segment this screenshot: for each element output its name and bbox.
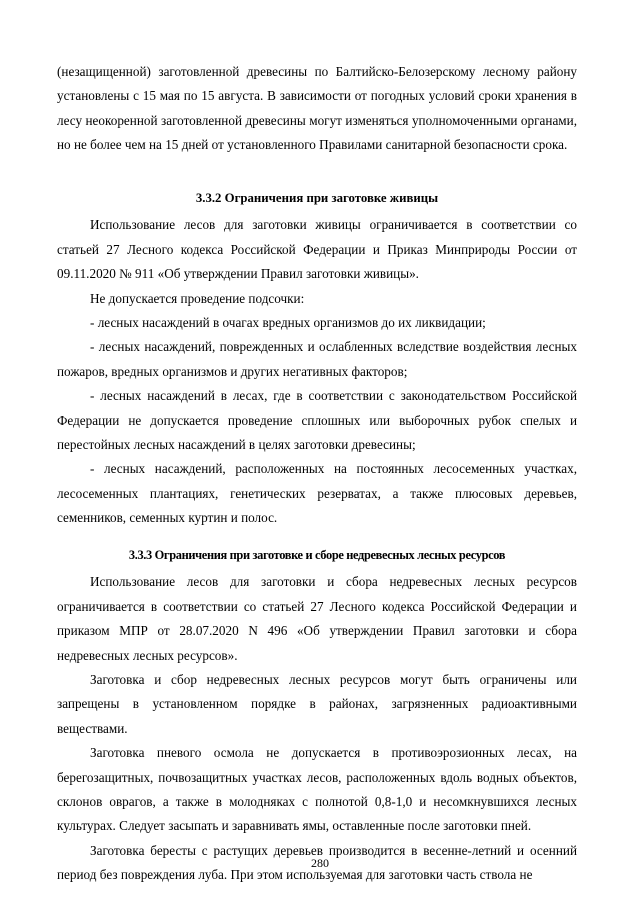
paragraph: Использование лесов для заготовки живицы ограничивается в соответствии со статьей 27 Лесного кодекса Российской Федерации и Приказ Минприроды России от 09.11.2020 № 911 «Об утверждении Правил заготовки живицы». [57, 217, 577, 282]
paragraph: Заготовка бересты с растущих деревьев производится в весенне-летний и осенний период без повреждения луба. При этом используемая для заготовки часть ствола не [57, 842, 577, 883]
paragraph: (незащищенной) заготовленной древесины по Балтийско-Белозерскому лесному району установлены с 15 мая по 15 августа. В зависимости от погодных условий сроки хранения в лесу неокоренной заготовленной древесины могут изменяться уполномоченными органами, но не более чем на 15 дней от установленного Правилами санитарной безопасности срока. [57, 64, 577, 153]
list-item: - лесных насаждений в лесах, где в соответствии с законодательством Российской Федерации не допускается проведение сплошных или выборочных рубок спелых и перестойных лесных насаждений в целях заготовки древесины; [57, 388, 577, 453]
list-item: - лесных насаждений, поврежденных и ослабленных вследствие воздействия лесных пожаров, вредных организмов и других негативных факторов; [57, 339, 577, 379]
paragraph: Заготовка пневого осмола не допускается в противоэрозионных лесах, на берегозащитных, почвозащитных участках лесов, расположенных вдоль водных объектов, склонов оврагов, а также в молодняках с полнотой 0,8-1,0 и несомкнувшихся лесных культурах. Следует засыпать и заравнивать ямы, оставленные после заготовки пней. [57, 745, 577, 834]
page-number: 280 [311, 856, 329, 870]
list-item: - лесных насаждений в очагах вредных организмов до их ликвидации; [90, 315, 486, 331]
paragraph: Не допускается проведение подсочки: [90, 290, 305, 306]
intro-block [57, 60, 577, 158]
paragraph: Использование лесов для заготовки и сбора недревесных лесных ресурсов ограничивается в соответствии со статьей 27 Лесного кодекса Российской Федерации и приказом МПР от 28.07.2020 N 496 «Об утверждении Правил заготовки и сбора недревесных лесных ресурсов». [57, 574, 577, 663]
paragraph: Заготовка и сбор недревесных лесных ресурсов могут быть ограничены или запрещены в установленном порядке в районах, загрязненных радиоактивными веществами. [57, 672, 577, 736]
section-heading: 3.3.3 Ограничения при заготовке и сборе недревесных лесных ресурсов [128, 548, 506, 562]
section-3-3-2 [57, 186, 577, 531]
list-item: - лесных насаждений, расположенных на постоянных лесосеменных участках, лесосеменных плантациях, генетических резерватах, а также плюсовых деревьев, семенников, семенных куртин и полос. [57, 461, 577, 526]
section-3-3-3 [57, 543, 577, 888]
section-heading: 3.3.2 Ограничения при заготовке живицы [195, 191, 439, 205]
